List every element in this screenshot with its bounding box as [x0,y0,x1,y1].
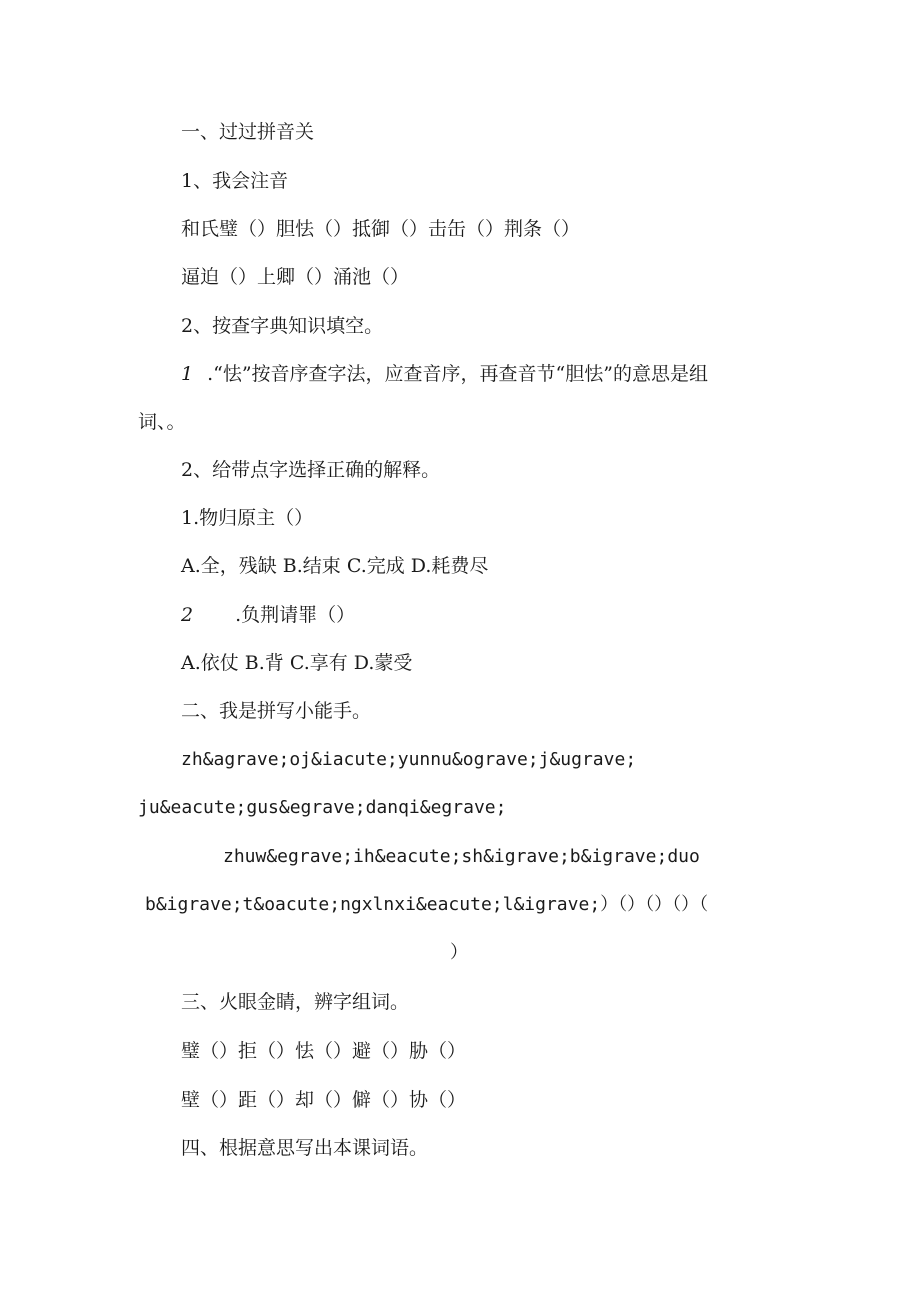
pinyin-line-2: ju&eacute;gus&egrave;danqi&egrave; [138,797,507,818]
question-1-title: 1、我会注音 [181,170,289,192]
section-heading-write-words: 四、根据意思写出本课词语。 [181,1137,429,1159]
pinyin-line-1: zh&agrave;oj&iacute;yunnu&ograve;j&ugrave; [181,749,637,770]
pinyin-line-5: ） [450,942,468,963]
meaning-item-2 [181,603,355,627]
pinyin-line-4: b&igrave;t&oacute;ngxlnxi&eacute;l&igrave;）（）（）（）（ [145,894,709,915]
item-number: 2 [181,604,194,626]
section-heading-distinguish: 三、火眼金睛，辨字组词。 [181,991,410,1013]
item-number: 1 [181,363,194,385]
dictionary-question-line [181,362,708,386]
meaning-item-1-options: A.全，残缺 B.结束 C.完成 D.耗费尽 [181,555,489,577]
section-heading-spelling: 二、我是拼写小能手。 [181,700,372,722]
annotate-words-row-2: 逼迫（）上卿（）涌池（） [181,266,410,288]
section-heading-pinyin: 一、过过拼音关 [181,121,315,143]
question-meaning-title: 2、给带点字选择正确的解释。 [181,459,441,481]
meaning-item-2-text: .负荆请罪（） [235,604,356,626]
question-2-title: 2、按查字典知识填空。 [181,315,384,337]
distinguish-row-1: 璧（）拒（）怯（）避（）胁（） [181,1040,467,1062]
meaning-item-1: 1.物归原主（） [181,507,314,529]
dictionary-question-text: .“怯”按音序查字法，应查音序，再查音节“胆怯”的意思是组 [207,363,708,385]
distinguish-row-2: 壁（）距（）却（）僻（）协（） [181,1089,467,1111]
pinyin-line-3: zhuw&egrave;ih&eacute;sh&igrave;b&igrave;duo [223,846,700,867]
annotate-words-row-1: 和氏璧（）胆怯（）抵御（）击缶（）荆条（） [181,218,581,240]
meaning-item-2-options: A.依仗 B.背 C.享有 D.蒙受 [181,652,413,674]
dictionary-question-continued: 词、。 [138,411,186,433]
